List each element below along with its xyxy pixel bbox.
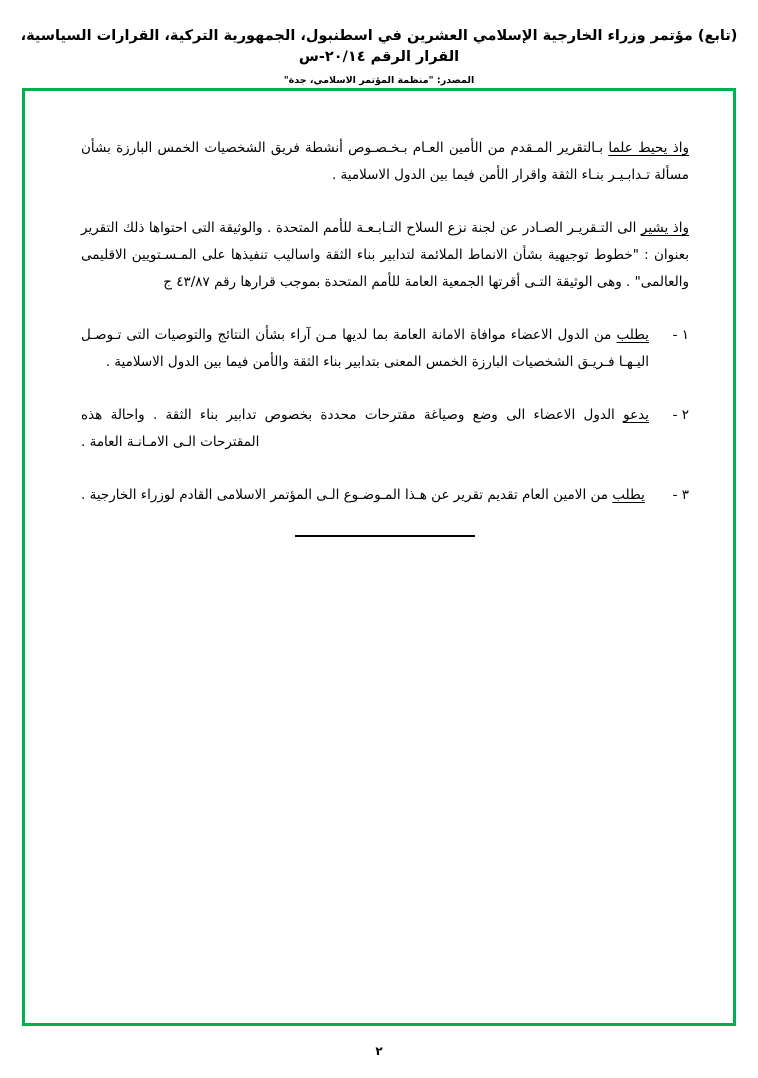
clause-3-lead: يطلب (612, 487, 645, 503)
clause-1-text: من الدول الاعضاء موافاة الامانة العامة بما لديها مـن آراء بشأن النتائج والتوصيات التى تـوصـل اليـهـا فـريـق الشخصيات البارزة الخمس المعنى بتدابير بناء الثقة والأمن فيما بين الدول الاسلامية . (81, 327, 649, 370)
preamble-1-text: بـالتقرير المـقدم من الأمين العـام بـخـصـوص أنشطة فريق الشخصيات الخمس البارزة بشأن مسألة تـدابـيـر بنـاء الثقة واقرار الأمن فيما بين الدول الاسلامية . (81, 140, 689, 183)
clause-2 (81, 402, 689, 456)
clause-3 (81, 482, 689, 509)
header-source: المصدر: "منظمة المؤتمر الاسلامي، جدة" (283, 75, 475, 87)
clause-3-body (81, 482, 649, 509)
preamble-paragraph-2 (81, 215, 689, 296)
clause-2-text: الدول الاعضاء الى وضع وصياغة مقترحات محددة بخصوص تدابير بناء الثقة . واحالة هذه المقترحات الـى الامـانـة العامة . (81, 407, 624, 450)
clause-1-body (81, 322, 649, 376)
page-number: ٢ (375, 1044, 383, 1058)
clause-2-number: ٢ - (672, 407, 689, 423)
clause-1-lead: يطلب (616, 327, 649, 343)
section-divider (295, 535, 475, 537)
header-title: (تابع) مؤتمر وزراء الخارجية الإسلامي العشرين في اسطنبول، الجمهورية التركية، القرارات السياسية، القرار الرقم ٢٠/١٤-س (20, 28, 738, 66)
clause-2-lead: يدعو (623, 407, 649, 423)
clause-2-body (81, 402, 649, 456)
preamble-1-lead: واذ يحيط علما (608, 140, 689, 156)
clause-1-number: ١ - (672, 327, 689, 343)
preamble-2-lead: واذ يشير (640, 220, 689, 236)
document-body (81, 135, 689, 537)
clause-3-number: ٣ - (672, 487, 689, 503)
green-border-frame (22, 88, 736, 1026)
clause-3-text: من الامين العام تقديم تقرير عن هـذا المـوضـوع الـى المؤتمر الاسلامى القادم لوزراء الخارجية . (81, 487, 613, 503)
preamble-2-text: الى التـقريـر الصـادر عن لجنة نزع السلاح التـابـعـة للأمم المتحدة . والوثيقة التى احتواها ذلك التقرير بعنوان : "خطوط توجيهية بشأن الانماط الملائمة لتدابير بناء الثقة واساليب تنفيذها على المـسـتويين الاقليمى والعالمى" . وهى الوثيقة التـى أقرتها الجمعية العامة للأمم المتحدة بموجب قرارها رقم ٤٣/٨٧ ج (81, 220, 689, 290)
document-header (0, 26, 758, 86)
preamble-paragraph-1 (81, 135, 689, 189)
clause-1 (81, 322, 689, 376)
